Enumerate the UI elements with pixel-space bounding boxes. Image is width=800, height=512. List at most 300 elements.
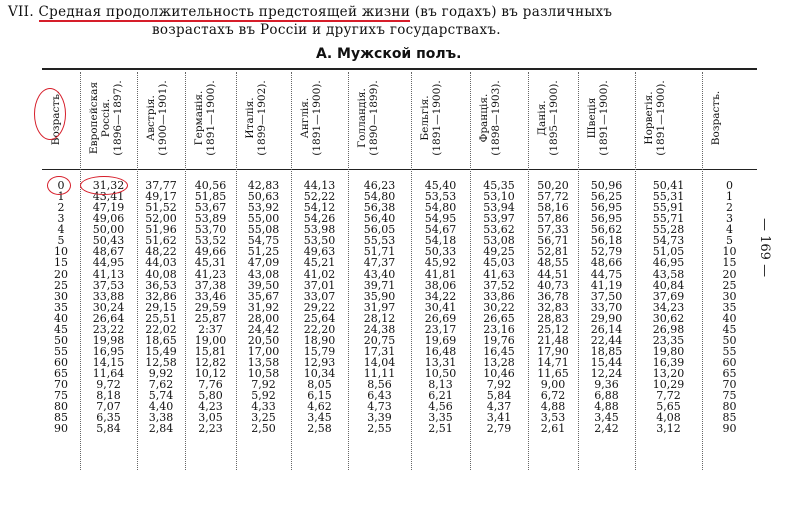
value-cell: 45,40 <box>424 179 457 192</box>
value-cell: 53,10 <box>483 190 515 204</box>
value-cell: 2,42 <box>594 422 619 436</box>
value-cell: 53,97 <box>483 212 515 226</box>
age-cell: 4 <box>57 223 65 237</box>
value-cell: 45,03 <box>483 256 515 270</box>
age-cell: 30 <box>54 289 68 303</box>
value-cell: 48,22 <box>145 245 177 259</box>
value-cell: 26,65 <box>483 311 515 325</box>
value-cell: 56,05 <box>363 223 396 237</box>
value-cell: 22,20 <box>303 322 336 336</box>
value-cell: 54,95 <box>424 212 457 226</box>
column-header <box>702 74 750 164</box>
value-cell: 51,96 <box>145 223 177 237</box>
value-cell: 33,70 <box>590 300 623 314</box>
value-cell: 55,00 <box>247 212 280 226</box>
value-cell: 49,66 <box>194 245 227 259</box>
value-cell: 2:37 <box>198 322 223 336</box>
value-cell: 17,90 <box>537 344 569 358</box>
value-cell: 47,37 <box>363 256 396 270</box>
value-cell: 3,38 <box>148 411 174 425</box>
value-cell: 51,71 <box>363 245 396 259</box>
value-cell: 56,18 <box>590 234 623 248</box>
value-cell: 13,20 <box>652 367 685 381</box>
age-cell: 20 <box>722 267 737 281</box>
value-cell: 4,33 <box>251 400 276 414</box>
value-cell: 6,88 <box>594 389 619 403</box>
value-cell: 16,48 <box>424 344 457 358</box>
value-cell: 54,73 <box>652 234 685 248</box>
country-column <box>348 180 411 434</box>
value-cell: 47,09 <box>247 256 280 270</box>
column-header <box>348 74 396 164</box>
value-cell: 53,70 <box>194 223 227 237</box>
value-cell: 12,24 <box>590 367 623 381</box>
annotation-circle-age-header <box>34 88 66 140</box>
country-column <box>528 180 578 434</box>
value-cell: 56,25 <box>590 190 623 204</box>
column-header <box>236 74 284 164</box>
value-cell: 30,22 <box>483 300 515 314</box>
value-cell: 41,13 <box>92 267 125 281</box>
value-cell: 54,26 <box>303 212 336 226</box>
annotation-circle-russia-value <box>80 176 128 195</box>
value-cell: 40,73 <box>537 278 569 292</box>
value-cell: 8,56 <box>367 378 392 392</box>
value-cell: 48,55 <box>537 256 569 270</box>
title-suffix: (въ годахъ) въ различныхъ <box>410 4 613 20</box>
value-cell: 24,42 <box>247 322 280 336</box>
value-cell: 53,52 <box>194 234 227 248</box>
value-cell: 53,62 <box>483 223 515 237</box>
country-column <box>635 180 702 434</box>
value-cell: 6,72 <box>540 389 566 403</box>
age-cell: 20 <box>54 267 68 281</box>
value-cell: 15,49 <box>145 344 177 358</box>
value-cell: 52,81 <box>537 245 569 259</box>
value-cell: 3,41 <box>486 411 512 425</box>
value-cell: 22,02 <box>145 322 177 336</box>
column-header-label: Бельгія. (1891—1900). <box>419 80 443 156</box>
value-cell: 26,69 <box>424 311 457 325</box>
value-cell: 54,12 <box>303 201 336 215</box>
value-cell: 54,80 <box>363 190 396 204</box>
value-cell: 23,35 <box>652 333 685 347</box>
value-cell: 2,50 <box>251 422 276 436</box>
value-cell: 18,90 <box>303 333 336 347</box>
age-column <box>702 180 757 434</box>
age-cell: 2 <box>57 201 65 215</box>
value-cell: 26,14 <box>590 322 623 336</box>
value-cell: 16,45 <box>483 344 515 358</box>
value-cell: 5,84 <box>96 422 121 436</box>
country-column <box>236 180 291 434</box>
column-header-label: Швеція (1891—1900). <box>586 80 610 156</box>
value-cell: 3,45 <box>307 411 332 425</box>
value-cell: 41,63 <box>483 267 515 281</box>
value-cell: 44,51 <box>537 267 569 281</box>
value-cell: 13,28 <box>483 356 515 369</box>
value-cell: 53,67 <box>194 201 227 215</box>
value-cell: 7,62 <box>148 378 174 392</box>
age-cell: 1 <box>57 190 65 204</box>
value-cell: 15,44 <box>590 356 623 369</box>
table-subtitle: А. Мужской полъ. <box>316 46 462 62</box>
value-cell: 29,90 <box>590 311 623 325</box>
value-cell: 57,33 <box>537 223 569 237</box>
value-cell: 41,02 <box>303 267 336 281</box>
value-cell: 54,80 <box>424 201 457 215</box>
value-cell: 19,80 <box>652 344 685 358</box>
value-cell: 45,92 <box>424 256 457 270</box>
annotation-circle-age-zero <box>47 176 71 195</box>
value-cell: 13,31 <box>424 356 457 369</box>
country-column <box>578 180 635 434</box>
value-cell: 23,16 <box>483 322 515 336</box>
value-cell: 4,88 <box>540 400 566 414</box>
value-cell: 11,64 <box>92 367 125 381</box>
value-cell: 19,98 <box>92 333 125 347</box>
value-cell: 2,23 <box>198 422 223 436</box>
column-header-label: Возрастъ. <box>710 90 722 146</box>
value-cell: 11,11 <box>363 367 396 381</box>
value-cell: 6,21 <box>428 389 453 403</box>
value-cell: 49,25 <box>483 245 515 259</box>
value-cell: 30,62 <box>652 311 685 325</box>
value-cell: 55,53 <box>363 234 396 248</box>
age-cell: 15 <box>722 256 737 270</box>
age-cell: 2 <box>726 201 733 215</box>
value-cell: 10,29 <box>652 378 685 392</box>
age-cell: 60 <box>54 356 68 369</box>
header-top-rule <box>42 68 757 70</box>
value-cell: 50,43 <box>92 234 125 248</box>
value-cell: 55,08 <box>247 223 280 237</box>
value-cell: 7,07 <box>96 400 121 414</box>
value-cell: 34,22 <box>424 289 457 303</box>
value-cell: 10,58 <box>247 367 280 381</box>
value-cell: 56,38 <box>363 201 396 215</box>
value-cell: 10,46 <box>483 367 515 381</box>
value-cell: 48,66 <box>590 256 623 270</box>
age-cell: 50 <box>54 333 68 347</box>
value-cell: 9,72 <box>96 378 121 392</box>
value-cell: 35,67 <box>247 289 280 303</box>
value-cell: 49,06 <box>92 212 125 226</box>
value-cell: 43,41 <box>92 190 125 204</box>
value-cell: 44,75 <box>590 267 623 281</box>
age-cell: 90 <box>722 422 737 436</box>
value-cell: 29,59 <box>194 300 227 314</box>
value-cell: 3,45 <box>594 411 619 425</box>
value-cell: 47,19 <box>92 201 125 215</box>
value-cell: 21,48 <box>537 333 569 347</box>
value-cell: 3,25 <box>251 411 276 425</box>
age-cell: 75 <box>722 389 737 403</box>
age-cell: 5 <box>57 234 65 248</box>
value-cell: 50,63 <box>247 190 280 204</box>
value-cell: 25,51 <box>145 311 177 325</box>
country-column <box>411 180 470 434</box>
value-cell: 52,79 <box>590 245 623 259</box>
value-cell: 5,92 <box>251 389 276 403</box>
value-cell: 26,98 <box>652 322 685 336</box>
value-cell: 20,75 <box>363 333 396 347</box>
value-cell: 12,82 <box>194 356 227 369</box>
value-cell: 37,52 <box>483 278 515 292</box>
value-cell: 29,22 <box>303 300 336 314</box>
value-cell: 53,94 <box>483 201 515 215</box>
value-cell: 52,00 <box>145 212 177 226</box>
country-column <box>80 180 137 434</box>
value-cell: 57,86 <box>537 212 569 226</box>
value-cell: 49,17 <box>145 190 177 204</box>
age-cell: 25 <box>54 278 68 292</box>
age-cell: 25 <box>722 278 737 292</box>
value-cell: 12,93 <box>303 356 336 369</box>
age-cell: 50 <box>722 333 737 347</box>
value-cell: 50,41 <box>652 179 685 192</box>
value-cell: 2,61 <box>540 422 566 436</box>
age-cell: 75 <box>54 389 68 403</box>
value-cell: 4,37 <box>486 400 512 414</box>
age-cell: 10 <box>722 245 737 259</box>
value-cell: 11,65 <box>537 367 569 381</box>
value-cell: 51,52 <box>145 201 177 215</box>
age-cell: 45 <box>54 322 68 336</box>
value-cell: 46,23 <box>363 179 396 192</box>
age-cell: 65 <box>54 367 68 381</box>
value-cell: 13,58 <box>247 356 280 369</box>
country-column <box>137 180 185 434</box>
value-cell: 53,92 <box>247 201 280 215</box>
value-cell: 43,08 <box>247 267 280 281</box>
page-number: — 169 — <box>757 218 772 278</box>
country-column <box>470 180 528 434</box>
value-cell: 58,16 <box>537 201 569 215</box>
value-cell: 43,58 <box>652 267 685 281</box>
country-column <box>185 180 236 434</box>
value-cell: 33,46 <box>194 289 227 303</box>
value-cell: 30,41 <box>424 300 457 314</box>
value-cell: 10,12 <box>194 367 227 381</box>
column-header <box>185 74 233 164</box>
value-cell: 57,72 <box>537 190 569 204</box>
value-cell: 9,92 <box>148 367 174 381</box>
column-header <box>528 74 576 164</box>
value-cell: 16,95 <box>92 344 125 358</box>
value-cell: 46,95 <box>652 256 685 270</box>
column-header-label: Германія. (1891—1900). <box>193 80 217 156</box>
value-cell: 55,71 <box>652 212 685 226</box>
age-cell: 35 <box>722 300 737 314</box>
value-cell: 34,23 <box>652 300 685 314</box>
value-cell: 2,79 <box>486 422 512 436</box>
value-cell: 17,31 <box>363 344 396 358</box>
title-line-2: возрастахъ въ Россіи и другихъ государствахъ. <box>152 22 501 38</box>
value-cell: 50,96 <box>590 179 623 192</box>
value-cell: 53,08 <box>483 234 515 248</box>
value-cell: 4,62 <box>307 400 332 414</box>
value-cell: 53,89 <box>194 212 227 226</box>
value-cell: 29,15 <box>145 300 177 314</box>
value-cell: 19,69 <box>424 333 457 347</box>
column-header-label: Европейская Россія. (1896—1897). <box>88 80 124 156</box>
value-cell: 56,62 <box>590 223 623 237</box>
value-cell: 6,15 <box>307 389 332 403</box>
value-cell: 41,23 <box>194 267 227 281</box>
value-cell: 56,95 <box>590 212 623 226</box>
age-cell: 1 <box>726 190 733 204</box>
value-cell: 55,91 <box>652 201 685 215</box>
age-cell: 65 <box>722 367 737 381</box>
value-cell: 7,92 <box>486 378 512 392</box>
value-cell: 16,39 <box>652 356 685 369</box>
value-cell: 8,13 <box>428 378 453 392</box>
value-cell: 45,35 <box>483 179 515 192</box>
age-cell: 35 <box>54 300 68 314</box>
column-header <box>291 74 339 164</box>
value-cell: 3,12 <box>656 422 681 436</box>
value-cell: 38,06 <box>424 278 457 292</box>
age-cell: 5 <box>726 234 733 248</box>
value-cell: 26,64 <box>92 311 125 325</box>
value-cell: 54,67 <box>424 223 457 237</box>
column-header-label: Норвегія. (1891—1900). <box>643 80 667 156</box>
value-cell: 39,71 <box>363 278 396 292</box>
value-cell: 54,75 <box>247 234 280 248</box>
value-cell: 5,74 <box>148 389 174 403</box>
value-cell: 3,39 <box>367 411 392 425</box>
country-column <box>291 180 348 434</box>
value-cell: 55,31 <box>652 190 685 204</box>
value-cell: 40,56 <box>194 179 227 192</box>
value-cell: 31,92 <box>247 300 280 314</box>
value-cell: 56,71 <box>537 234 569 248</box>
value-cell: 39,50 <box>247 278 280 292</box>
value-cell: 8,05 <box>307 378 332 392</box>
value-cell: 2,51 <box>428 422 453 436</box>
value-cell: 36,53 <box>145 278 177 292</box>
column-header-label: Данія. (1895—1900). <box>536 80 560 156</box>
value-cell: 24,38 <box>363 322 396 336</box>
value-cell: 19,00 <box>194 333 227 347</box>
value-cell: 28,83 <box>537 311 569 325</box>
value-cell: 37,50 <box>590 289 623 303</box>
column-header <box>80 74 128 164</box>
age-cell: 80 <box>54 400 68 414</box>
value-cell: 44,95 <box>92 256 125 270</box>
value-cell: 8,18 <box>96 389 121 403</box>
value-cell: 31,97 <box>363 300 396 314</box>
age-column <box>42 180 80 434</box>
value-cell: 56,95 <box>590 201 623 215</box>
age-cell: 3 <box>726 212 733 226</box>
value-cell: 37,77 <box>145 179 177 192</box>
value-cell: 51,05 <box>652 245 685 259</box>
value-cell: 18,65 <box>145 333 177 347</box>
value-cell: 3,05 <box>198 411 223 425</box>
value-cell: 10,50 <box>424 367 457 381</box>
value-cell: 4,56 <box>428 400 453 414</box>
value-cell: 2,58 <box>307 422 332 436</box>
value-cell: 31,32 <box>92 179 125 192</box>
age-cell: 15 <box>54 256 68 270</box>
value-cell: 52,22 <box>303 190 336 204</box>
value-cell: 51,85 <box>194 190 227 204</box>
age-cell: 85 <box>722 411 737 425</box>
value-cell: 50,20 <box>537 179 569 192</box>
value-cell: 37,53 <box>92 278 125 292</box>
value-cell: 53,98 <box>303 223 336 237</box>
value-cell: 41,19 <box>590 278 623 292</box>
value-cell: 5,84 <box>486 389 512 403</box>
value-cell: 15,81 <box>194 344 227 358</box>
value-cell: 2,55 <box>367 422 392 436</box>
age-cell: 55 <box>54 344 68 358</box>
value-cell: 37,69 <box>652 289 685 303</box>
age-cell: 40 <box>54 311 68 325</box>
header-bottom-rule <box>42 169 757 170</box>
age-cell: 80 <box>722 400 737 414</box>
value-cell: 41,81 <box>424 267 457 281</box>
value-cell: 55,28 <box>652 223 685 237</box>
value-cell: 50,33 <box>424 245 457 259</box>
value-cell: 40,84 <box>652 278 685 292</box>
age-cell: 3 <box>57 212 65 226</box>
value-cell: 12,58 <box>145 356 177 369</box>
column-header <box>578 74 626 164</box>
column-header-label: Возрастъ. <box>50 90 62 146</box>
value-cell: 37,38 <box>194 278 227 292</box>
age-cell: 10 <box>54 245 68 259</box>
value-cell: 42,83 <box>247 179 280 192</box>
value-cell: 23,22 <box>92 322 125 336</box>
value-cell: 4,88 <box>594 400 619 414</box>
value-cell: 43,40 <box>363 267 396 281</box>
value-cell: 45,31 <box>194 256 227 270</box>
column-header-label: Италія. (1899—1902). <box>244 80 268 156</box>
value-cell: 53,50 <box>303 234 336 248</box>
age-cell: 55 <box>722 344 737 358</box>
age-cell: 45 <box>722 322 737 336</box>
value-cell: 54,18 <box>424 234 457 248</box>
age-cell: 60 <box>722 356 737 369</box>
value-cell: 44,03 <box>145 256 177 270</box>
value-cell: 4,08 <box>656 411 681 425</box>
value-cell: 36,78 <box>537 289 569 303</box>
title-prefix: VII. <box>8 4 39 20</box>
age-cell: 0 <box>57 179 65 192</box>
value-cell: 33,07 <box>303 289 336 303</box>
age-cell: 0 <box>726 179 733 192</box>
value-cell: 7,92 <box>251 378 276 392</box>
value-cell: 32,86 <box>145 289 177 303</box>
value-cell: 5,80 <box>198 389 223 403</box>
value-cell: 45,21 <box>303 256 336 270</box>
value-cell: 28,00 <box>247 311 280 325</box>
value-cell: 28,12 <box>363 311 396 325</box>
age-cell: 70 <box>54 378 68 392</box>
value-cell: 40,08 <box>145 267 177 281</box>
value-cell: 51,25 <box>247 245 280 259</box>
value-cell: 50,00 <box>92 223 125 237</box>
value-cell: 53,53 <box>424 190 457 204</box>
age-cell: 70 <box>722 378 737 392</box>
column-header <box>411 74 459 164</box>
value-cell: 48,67 <box>92 245 125 259</box>
title-underlined-phrase: Средная продолжительность предстоящей жизни <box>38 4 411 20</box>
column-header-label: Англія. (1891—1900). <box>299 80 323 156</box>
